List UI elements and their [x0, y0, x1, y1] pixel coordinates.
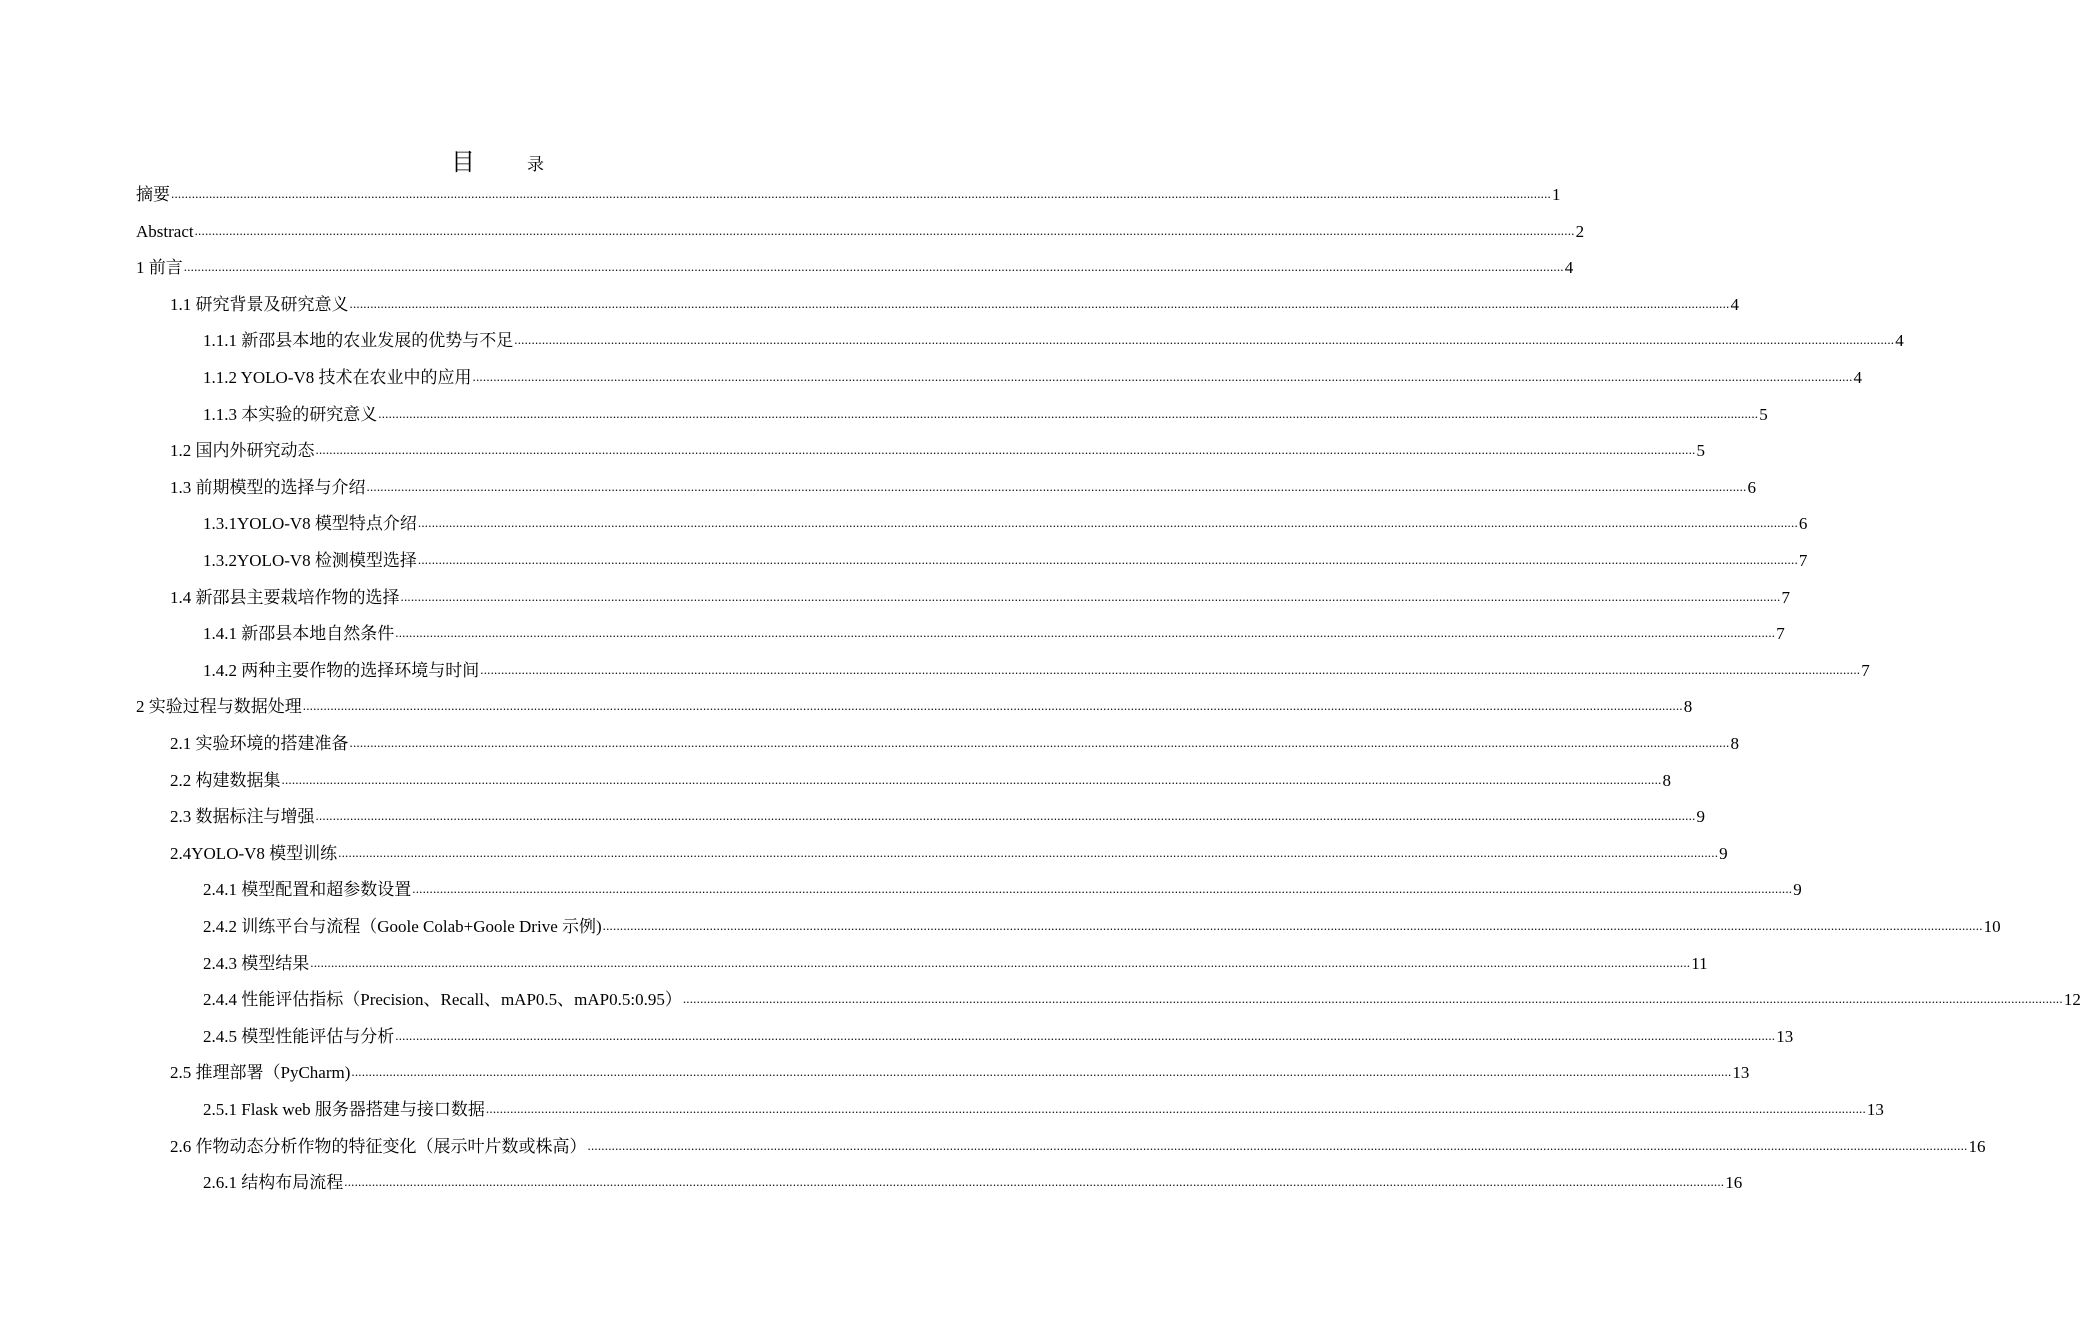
toc-entry-title: 1.4.1 新邵县本地自然条件	[203, 624, 395, 644]
toc-entry[interactable]	[170, 1060, 1750, 1084]
toc-dot-leader: ................................................................................................................................................................................................................................................................................................................................................................................................................	[472, 369, 1853, 384]
toc-entry-title: 1.1 研究背景及研究意义	[170, 294, 349, 314]
toc-entry[interactable]	[170, 585, 1790, 609]
toc-entry[interactable]	[170, 438, 1705, 462]
toc-entry-page-number: 13	[1866, 1100, 1884, 1119]
toc-entry-page-number: 9	[1696, 807, 1705, 827]
toc-entry-title: 2.2 构建数据集	[170, 770, 281, 790]
toc-entry-page-number: 5	[1696, 441, 1705, 461]
toc-entry[interactable]	[203, 914, 2001, 938]
toc-entry[interactable]	[170, 731, 1739, 755]
toc-entry-page-number: 8	[1662, 770, 1671, 790]
toc-entry-page-number: 4	[1730, 294, 1739, 314]
toc-entry[interactable]	[203, 1024, 1794, 1048]
toc-dot-leader: ................................................................................................................................................................................................................................................................................................................................................................................................................	[395, 625, 1776, 641]
toc-entry-title: 2.4YOLO-V8 模型训练	[170, 843, 338, 863]
toc-entry[interactable]	[203, 621, 1785, 645]
toc-dot-leader: ................................................................................................................................................................................................................................................................................................................................................................................................................	[349, 735, 1730, 750]
toc-entry[interactable]	[136, 219, 1585, 243]
toc-dot-leader: ................................................................................................................................................................................................................................................................................................................................................................................................................	[514, 332, 1895, 348]
toc-dot-leader: ................................................................................................................................................................................................................................................................................................................................................................................................................	[412, 881, 1793, 897]
toc-dot-leader: ................................................................................................................................................................................................................................................................................................................................................................................................................	[310, 954, 1691, 970]
toc-entry-title: 2.5 推理部署（PyCharm)	[170, 1063, 351, 1083]
toc-entry[interactable]	[203, 365, 1863, 389]
toc-entry-page-number: 7	[1781, 587, 1790, 607]
toc-entry-title: Abstract	[136, 221, 194, 241]
toc-entry-page-number: 11	[1691, 953, 1708, 973]
toc-entry-title: 1.3 前期模型的选择与介绍	[170, 477, 366, 497]
toc-entry[interactable]	[136, 182, 1561, 206]
toc-entry-page-number: 16	[1725, 1173, 1743, 1193]
toc-entry[interactable]	[203, 951, 1708, 975]
toc-entry-title: 2 实验过程与数据处理	[136, 697, 302, 717]
toc-entry-title: 1.3.2YOLO-V8 检测模型选择	[203, 551, 417, 570]
toc-entry-title: 2.4.2 训练平台与流程（Goole Colab+Goole Drive 示例)	[203, 917, 602, 936]
toc-dot-leader: ................................................................................................................................................................................................................................................................................................................................................................................................................	[587, 1137, 1968, 1153]
toc-dot-leader: ................................................................................................................................................................................................................................................................................................................................................................................................................	[344, 1174, 1725, 1190]
toc-dot-leader: ................................................................................................................................................................................................................................................................................................................................................................................................................	[183, 259, 1564, 275]
toc-dot-leader: ................................................................................................................................................................................................................................................................................................................................................................................................................	[171, 186, 1551, 201]
toc-dot-leader: ................................................................................................................................................................................................................................................................................................................................................................................................................	[194, 222, 1575, 238]
toc-dot-leader: ................................................................................................................................................................................................................................................................................................................................................................................................................	[349, 295, 1730, 311]
toc-entry-page-number: 4	[1853, 368, 1863, 387]
toc-entry-title: 2.6 作物动态分析作物的特征变化（展示叶片数或株高）	[170, 1136, 587, 1156]
toc-entry-title: 1 前言	[136, 258, 183, 278]
toc-dot-leader: ................................................................................................................................................................................................................................................................................................................................................................................................................	[351, 1064, 1732, 1080]
toc-entry-page-number: 13	[1776, 1026, 1794, 1046]
toc-entry[interactable]	[170, 475, 1756, 499]
toc-entry-page-number: 7	[1798, 551, 1808, 570]
toc-entry-page-number: 7	[1776, 624, 1785, 644]
toc-dot-leader: ................................................................................................................................................................................................................................................................................................................................................................................................................	[302, 698, 1683, 714]
toc-title	[0, 148, 950, 180]
toc-dot-leader: ................................................................................................................................................................................................................................................................................................................................................................................................................	[682, 991, 2063, 1007]
toc-entry-page-number: 8	[1730, 734, 1739, 753]
toc-entry-page-number: 6	[1747, 477, 1756, 497]
toc-entry[interactable]	[203, 658, 1870, 682]
toc-entry-page-number: 4	[1564, 258, 1574, 278]
toc-entry[interactable]	[136, 255, 1574, 279]
toc-entry-title: 1.4.2 两种主要作物的选择环境与时间	[203, 660, 480, 680]
toc-entry-title: 摘要	[136, 185, 170, 204]
toc-dot-leader: ................................................................................................................................................................................................................................................................................................................................................................................................................	[602, 918, 1983, 933]
toc-entry[interactable]	[170, 1134, 1986, 1158]
toc-entry[interactable]	[203, 548, 1808, 572]
toc-entry-title: 2.4.1 模型配置和超参数设置	[203, 880, 412, 900]
toc-entry-title: 2.3 数据标注与增强	[170, 807, 315, 827]
toc-entry-page-number: 5	[1759, 404, 1768, 424]
toc-entry[interactable]	[203, 511, 1808, 535]
toc-entry[interactable]	[170, 292, 1739, 316]
toc-entry[interactable]	[203, 987, 2081, 1011]
toc-entry-page-number: 8	[1683, 697, 1693, 717]
toc-dot-leader: ................................................................................................................................................................................................................................................................................................................................................................................................................	[417, 515, 1798, 531]
toc-dot-leader: ................................................................................................................................................................................................................................................................................................................................................................................................................	[485, 1101, 1866, 1116]
toc-entry[interactable]	[136, 694, 1693, 718]
toc-entry[interactable]	[203, 1097, 1884, 1121]
toc-entry-page-number: 2	[1575, 221, 1585, 241]
toc-entry-title: 2.4.5 模型性能评估与分析	[203, 1026, 395, 1046]
toc-entry[interactable]	[203, 328, 1904, 352]
toc-entry-page-number: 13	[1732, 1063, 1750, 1083]
toc-entry-title: 2.4.3 模型结果	[203, 953, 310, 973]
toc-entry[interactable]	[203, 402, 1768, 426]
toc-entry[interactable]	[203, 877, 1802, 901]
toc-entry-page-number: 10	[1983, 917, 2001, 936]
toc-entry[interactable]	[203, 1170, 1743, 1194]
toc-dot-leader: ................................................................................................................................................................................................................................................................................................................................................................................................................	[281, 771, 1662, 787]
toc-entry-title: 1.2 国内外研究动态	[170, 441, 315, 461]
toc-dot-leader: ................................................................................................................................................................................................................................................................................................................................................................................................................	[315, 808, 1696, 824]
toc-entry-page-number: 12	[2063, 990, 2081, 1010]
toc-entry-page-number: 7	[1861, 660, 1870, 680]
toc-dot-leader: ................................................................................................................................................................................................................................................................................................................................................................................................................	[338, 844, 1719, 860]
toc-entry-title: 1.1.1 新邵县本地的农业发展的优势与不足	[203, 331, 514, 351]
toc-dot-leader: ................................................................................................................................................................................................................................................................................................................................................................................................................	[378, 405, 1759, 421]
toc-entry-page-number: 9	[1793, 880, 1802, 900]
toc-entry-page-number: 4	[1895, 331, 1904, 351]
toc-entry-title: 2.1 实验环境的搭建准备	[170, 734, 349, 753]
toc-entry[interactable]	[170, 804, 1705, 828]
toc-entry[interactable]	[170, 768, 1671, 792]
toc-dot-leader: ................................................................................................................................................................................................................................................................................................................................................................................................................	[417, 552, 1798, 567]
toc-entry-page-number: 9	[1719, 843, 1728, 863]
toc-entry-title: 2.6.1 结构布局流程	[203, 1173, 344, 1193]
toc-entry[interactable]	[170, 841, 1728, 865]
toc-dot-leader: ................................................................................................................................................................................................................................................................................................................................................................................................................	[480, 661, 1861, 677]
toc-entry-page-number: 1	[1552, 185, 1561, 204]
toc-entry-title: 1.3.1YOLO-V8 模型特点介绍	[203, 514, 417, 534]
toc-dot-leader: ................................................................................................................................................................................................................................................................................................................................................................................................................	[366, 478, 1747, 494]
toc-title-char-2: 录	[527, 155, 544, 174]
toc-entry-title: 1.4 新邵县主要栽培作物的选择	[170, 587, 400, 607]
toc-dot-leader: ................................................................................................................................................................................................................................................................................................................................................................................................................	[395, 1027, 1776, 1043]
toc-dot-leader: ................................................................................................................................................................................................................................................................................................................................................................................................................	[315, 442, 1696, 458]
toc-entry-title: 2.4.4 性能评估指标（Precision、Recall、mAP0.5、mAP0.5:0.95）	[203, 990, 682, 1010]
toc-entry-page-number: 6	[1798, 514, 1808, 534]
toc-entry-title: 2.5.1 Flask web 服务器搭建与接口数据	[203, 1100, 485, 1119]
toc-title-char-1: 目	[451, 150, 475, 176]
toc-entry-title: 1.1.3 本实验的研究意义	[203, 404, 378, 424]
toc-dot-leader: ................................................................................................................................................................................................................................................................................................................................................................................................................	[400, 588, 1781, 604]
toc-entry-title: 1.1.2 YOLO-V8 技术在农业中的应用	[203, 368, 472, 387]
toc-entry-page-number: 16	[1968, 1136, 1986, 1156]
